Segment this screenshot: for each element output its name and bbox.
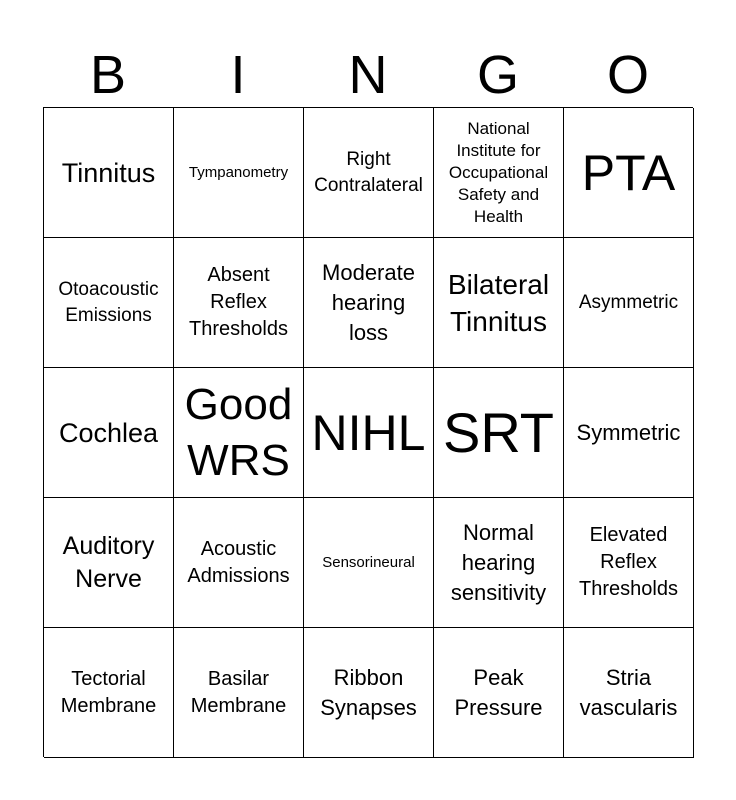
cell-label: Tectorial Membrane [60, 667, 157, 717]
bingo-cell[interactable] [564, 628, 694, 758]
header-letter-g: G [476, 45, 519, 105]
bingo-cell[interactable] [434, 628, 564, 758]
bingo-board [43, 107, 693, 757]
bingo-cell[interactable] [174, 498, 304, 628]
cell-label: Symmetric [576, 419, 681, 445]
cell-label: Asymmetric [578, 291, 679, 313]
cell-label: Tinnitus [61, 157, 156, 188]
bingo-cell[interactable] [174, 628, 304, 758]
cell-label: Normal hearing sensitivity [450, 519, 547, 605]
cell-label: Elevated Reflex Thresholds [579, 524, 678, 600]
cell-label: Basilar Membrane [190, 667, 287, 717]
cell-label: PTA [581, 144, 676, 201]
bingo-cell[interactable] [44, 368, 174, 498]
cell-label: Sensorineural [322, 553, 415, 571]
bingo-cell[interactable] [304, 108, 434, 238]
cell-label: Good WRS [184, 379, 293, 485]
cell-label: Ribbon Synapses [320, 664, 417, 720]
bingo-cell[interactable] [304, 498, 434, 628]
bingo-cell[interactable] [304, 238, 434, 368]
bingo-cell[interactable] [44, 498, 174, 628]
header-letter-o: O [606, 45, 649, 105]
bingo-cell[interactable] [434, 108, 564, 238]
header-letter-i: I [230, 45, 246, 105]
bingo-cell[interactable] [44, 628, 174, 758]
bingo-cell[interactable] [304, 368, 434, 498]
cell-label: National Institute for Occupational Safety and Health [448, 118, 549, 226]
cell-label: NIHL [311, 404, 426, 461]
bingo-cell[interactable] [174, 238, 304, 368]
bingo-cell[interactable] [564, 498, 694, 628]
cell-label: Tympanometry [188, 163, 289, 181]
cell-label: Otoacoustic Emissions [58, 278, 159, 326]
cell-label: Cochlea [58, 417, 159, 448]
bingo-cell[interactable] [434, 238, 564, 368]
cell-label: Bilateral Tinnitus [447, 268, 550, 337]
header-letter-b: B [89, 45, 127, 105]
bingo-cell[interactable] [44, 108, 174, 238]
cell-label: Peak Pressure [454, 664, 543, 720]
bingo-cell[interactable] [564, 238, 694, 368]
bingo-cell[interactable] [564, 368, 694, 498]
bingo-cell[interactable] [564, 108, 694, 238]
bingo-cell[interactable] [174, 108, 304, 238]
bingo-cell[interactable] [174, 368, 304, 498]
cell-label: Absent Reflex Thresholds [189, 264, 288, 340]
bingo-cell[interactable] [44, 238, 174, 368]
header-letter-n: N [348, 45, 388, 105]
cell-label: SRT [443, 400, 554, 464]
bingo-cell[interactable] [434, 368, 564, 498]
bingo-cell[interactable] [304, 628, 434, 758]
cell-label: Stria vascularis [579, 664, 678, 720]
bingo-cell[interactable] [434, 498, 564, 628]
cell-label: Auditory Nerve [62, 531, 155, 593]
cell-label: Right Contralateral [314, 148, 423, 196]
bingo-header [43, 44, 693, 106]
cell-label: Acoustic Admissions [187, 537, 290, 587]
cell-label: Moderate hearing loss [322, 259, 415, 345]
